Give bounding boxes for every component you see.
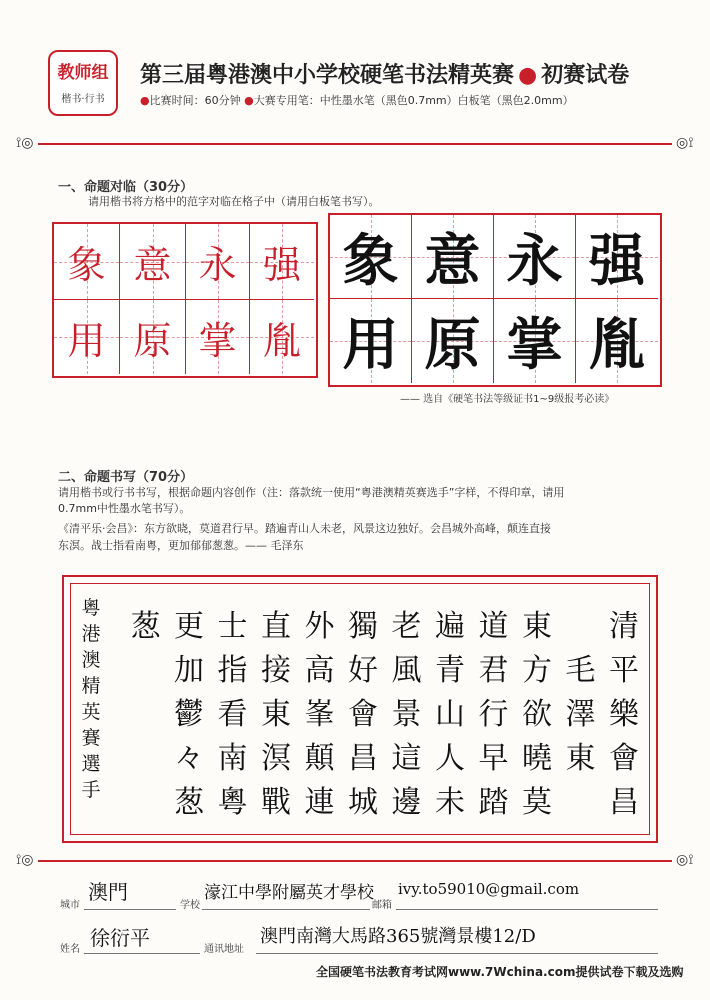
composition-char: 指 (217, 653, 248, 688)
address-value: 澳門南灣大馬路365號灣景樓12/D (260, 926, 536, 947)
model-cell (54, 224, 120, 300)
composition-char: 昌 (348, 741, 378, 776)
model-char: 胤 (262, 318, 301, 363)
group-badge (48, 50, 118, 116)
composition-char: 青 (435, 653, 465, 688)
signature-char: 粵 (81, 597, 101, 619)
signature-char: 港 (81, 623, 101, 645)
composition-char: 好 (348, 653, 378, 688)
composition-char: 加 (174, 653, 204, 688)
composition-char: 葱 (174, 785, 204, 820)
copy-cell (576, 215, 658, 299)
composition-char: 未 (435, 785, 465, 820)
copy-cell (576, 299, 658, 383)
copy-char: 掌 (506, 312, 563, 378)
model-cell (186, 300, 250, 374)
composition-char: 接 (261, 653, 291, 688)
poem-line-2: 东溟。战士指看南粤，更加郁郁葱葱。—— 毛泽东 (58, 539, 304, 552)
source-citation: —— 选自《硬笔书法等级证书1~9级报考必读》 (400, 394, 615, 405)
ornament-left-icon: ⟟◎ (16, 135, 34, 151)
composition-char: 老 (391, 609, 422, 644)
city-underline (84, 909, 176, 910)
section2-heading: 二、命题书写（70分） (58, 470, 194, 485)
composition-char: 澤 (565, 697, 596, 732)
signature-char: 澳 (81, 649, 101, 671)
model-char: 强 (262, 243, 301, 287)
composition-char: 士 (217, 609, 248, 644)
title-tail: 初赛试卷 (541, 63, 630, 88)
composition-char: 高 (304, 653, 335, 688)
composition-char: 踏 (478, 785, 509, 820)
copy-cell (494, 299, 576, 383)
school-label: 学校 (180, 900, 200, 911)
section1-heading: 一、命题对临（30分） (58, 180, 194, 195)
model-cell (250, 224, 314, 300)
section2-instruction-1: 请用楷书或行书书写，根据命题内容创作（注：落款统一使用“粤港澳精英赛选手”字样，不得印章，请用 (58, 486, 565, 499)
composition-column (602, 605, 646, 825)
name-underline (84, 953, 200, 954)
section1-instruction: 请用楷书将方格中的范字对临在格子中（请用白板笔书写）。 (88, 195, 380, 208)
composition-char: 東 (565, 741, 596, 776)
badge-subtitle: 楷书·行书 (61, 94, 105, 105)
copy-char: 原 (424, 312, 481, 378)
model-cell (250, 300, 314, 374)
composition-char: 看 (217, 697, 248, 732)
composition-char: 城 (348, 785, 378, 820)
copy-char: 胤 (589, 312, 645, 378)
composition-char: 風 (391, 653, 422, 688)
composition-char: 葱 (130, 609, 161, 644)
composition-char: 毛 (565, 653, 596, 688)
composition-text (70, 583, 650, 835)
composition-char: 昌 (609, 785, 639, 820)
name-label: 姓名 (60, 944, 80, 955)
composition-column (124, 605, 168, 649)
signature-char: 賽 (81, 727, 101, 749)
bullet-icon: ● (140, 94, 150, 107)
composition-char: 溟 (261, 741, 291, 776)
composition-column (515, 605, 559, 825)
composition-char: 粵 (217, 785, 248, 820)
composition-char: 更 (174, 609, 204, 644)
signature-char: 英 (81, 701, 101, 723)
copy-char: 用 (342, 312, 399, 378)
composition-char: 遍 (435, 609, 465, 644)
composition-char: 這 (391, 741, 422, 776)
composition-char: 曉 (522, 741, 552, 776)
composition-column (167, 605, 211, 825)
composition-column (254, 605, 298, 825)
school-underline (202, 909, 370, 910)
poem-line-1: 《清平乐·会昌》：东方欲晓，莫道君行早。踏遍青山人未老，风景这边独好。会昌城外高峰，颠连直接 (58, 522, 551, 535)
city-value: 澳門 (88, 880, 128, 904)
composition-column (559, 649, 603, 781)
header-divider (38, 143, 672, 145)
signature-char: 手 (81, 779, 101, 801)
school-value: 濠江中學附屬英才學校 (204, 883, 374, 903)
composition-char: 早 (478, 741, 509, 776)
composition-char: 行 (478, 697, 509, 732)
copy-cell (494, 215, 576, 299)
composition-char: 方 (522, 653, 552, 688)
email-value: ivy.to59010@gmail.com (398, 880, 580, 898)
composition-column (211, 605, 255, 825)
copy-cell (330, 215, 412, 299)
composition-column (428, 605, 472, 825)
composition-char: 山 (435, 697, 465, 732)
copy-cell (412, 215, 494, 299)
model-cell (186, 224, 250, 300)
composition-char: 峯 (304, 697, 335, 732)
composition-char: 道 (478, 609, 509, 644)
signature-char: 選 (81, 753, 101, 775)
composition-char: 直 (261, 609, 291, 644)
model-cell (54, 300, 120, 374)
composition-char: 戰 (261, 785, 291, 820)
composition-char: 鬱 (174, 697, 204, 732)
composition-char: 々 (174, 741, 204, 776)
composition-char: 會 (609, 741, 639, 776)
composition-char: 外 (304, 609, 335, 644)
title-main: 第三届粤港澳中小学校硬笔书法精英赛 (140, 63, 515, 88)
copy-char: 永 (506, 227, 563, 294)
name-value: 徐衍平 (90, 926, 150, 950)
ornament-right-icon: ◎⟟ (676, 135, 694, 151)
composition-char: 君 (478, 653, 509, 688)
composition-char: 東 (522, 609, 552, 644)
composition-char: 會 (348, 697, 378, 732)
model-grid (52, 222, 318, 378)
copy-grid (328, 213, 662, 387)
model-cell (120, 300, 186, 374)
address-underline (256, 953, 658, 954)
composition-char: 景 (391, 697, 422, 732)
email-label: 邮箱 (372, 900, 392, 911)
model-char: 原 (133, 318, 172, 363)
composition-column (341, 605, 385, 825)
composition-char: 南 (217, 741, 248, 776)
composition-char: 樂 (609, 697, 639, 732)
composition-column (385, 605, 429, 825)
composition-char: 欲 (522, 697, 552, 732)
copy-char: 象 (342, 227, 399, 294)
copy-cell (330, 299, 412, 383)
composition-char: 顛 (304, 741, 335, 776)
copy-char: 意 (424, 227, 481, 294)
model-char: 永 (198, 243, 237, 287)
signature-column (76, 595, 106, 803)
model-char: 掌 (198, 318, 237, 363)
page-title (140, 58, 629, 89)
footer-note: 全国硬笔书法教育考试网www.7Wchina.com提供试卷下载及选购 (316, 965, 684, 979)
composition-char: 連 (304, 785, 335, 820)
copy-cell (412, 299, 494, 383)
exam-pen: 大赛专用笔：中性墨水笔（黑色0.7mm）白板笔（黑色2.0mm） (253, 94, 574, 107)
composition-char: 獨 (348, 609, 378, 644)
model-cell (120, 224, 186, 300)
badge-title: 教师组 (57, 63, 109, 83)
composition-char: 邊 (391, 785, 422, 820)
composition-char: 平 (609, 653, 639, 688)
bullet-icon: ● (244, 94, 254, 107)
title-dot: ● (518, 63, 538, 88)
email-underline (396, 909, 658, 910)
composition-char: 清 (609, 609, 639, 644)
section2-instruction-2: 0.7mm中性墨水笔书写）。 (58, 502, 191, 515)
city-label: 城市 (60, 900, 80, 911)
model-char: 用 (67, 318, 106, 363)
exam-info (140, 92, 574, 108)
composition-char: 人 (435, 741, 465, 776)
footer-divider (38, 860, 672, 862)
copy-char: 强 (589, 227, 645, 294)
model-char: 意 (133, 243, 172, 287)
ornament-right-icon: ◎⟟ (676, 852, 694, 868)
exam-time: 比赛时间：60分钟 (149, 94, 241, 107)
address-label: 通讯地址 (204, 944, 244, 955)
composition-column (472, 605, 516, 825)
ornament-left-icon: ⟟◎ (16, 852, 34, 868)
composition-column (298, 605, 342, 825)
composition-char: 東 (261, 697, 291, 732)
model-char: 象 (67, 243, 106, 287)
composition-char: 莫 (522, 785, 552, 820)
signature-char: 精 (81, 675, 101, 697)
